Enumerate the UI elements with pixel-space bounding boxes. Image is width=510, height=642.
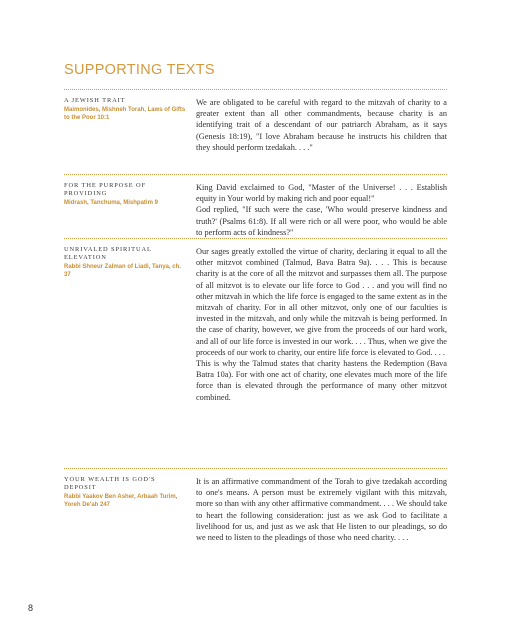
section-divider [64,238,447,239]
section-paragraph: God replied, "If such were the case, 'Who would preserve kindness and truth?' (Psalms 61:8). If all were rich or all were poor, who would be able to perform acts of kindness?" [196,205,447,237]
section-source: Rabbi Shneur Zalman of Liadi, Tanya, ch. 37 [64,264,181,278]
section-label: FOR THE PURPOSE OF PROVIDING [64,182,146,197]
section-paragraph: Our sages greatly extolled the virtue of charity, declaring it equal to all the other mitzvot combined (Talmud, Bava Batra 9a). . . . This is because charity is at the core of all the mitzvot and surpasses them all. The purpose of all mitzvot is to elevate our life force to God . . . and you will find no other mitzvah in which the life force is engaged to the same extent as in the mitzvah of charity. For in all other mitzvot, only one of our faculties is invested in the mitzvah, and only while the mitzvah is being performed. In the case of charity, however, we give from the proceeds of our hard work, and all of our life force is invested in our work. . . . Thus, when we give the proceeds of our work to charity, our entire life force is elevated to God. . . . [196,247,447,357]
section-source: Rabbi Yaakov Ben Asher, Arbaah Turim, Yoreh De'ah 247 [64,494,178,508]
section-paragraph: King David exclaimed to God, "Master of the Universe! . . . Establish equity in Your world by making rich and poor equal!" [196,183,447,204]
section-source: Midrash, Tanchuma, Mishpatim 9 [64,200,158,206]
section-paragraph: We are obligated to be careful with regard to the mitzvah of charity to a greater extent than all other commandments, because charity is an identifying trait of a descendant of our patriarch Abraham, as it says (Genesis 18:19), "I love Abraham because he instructs his children that they should perform tzedakah. . . ." [196,98,447,152]
section-label: YOUR WEALTH IS GOD'S DEPOSIT [64,476,156,491]
section-paragraph: This is why the Talmud states that charity hastens the Redemption (Bava Batra 10a). For with one act of charity, one elevates much more of the life force than is elevated through the performance of many other mitzvot combined. [196,359,447,402]
section-divider [64,89,447,90]
section-divider [64,468,447,469]
page-number: 8 [28,603,34,613]
section-divider [64,174,447,175]
section-label: UNRIVALED SPIRITUAL ELEVATION [64,246,152,261]
section-label: A JEWISH TRAIT [64,97,126,104]
section-paragraph: It is an affirmative commandment of the Torah to give tzedakah according to one's means. A person must be extremely vigilant with this mitzvah, more so than with any other affirmative commandment. . . . We should take to heart the following consideration: just as we ask God to facilitate a livelihood for us, and just as we ask that He listen to our pleadings, so do we need to listen to the pleadings of those who need charity. . . . [196,477,447,543]
page-title: SUPPORTING TEXTS [64,62,215,78]
section-source: Maimonides, Mishneh Torah, Laws of Gifts to the Poor 10:1 [64,107,186,121]
